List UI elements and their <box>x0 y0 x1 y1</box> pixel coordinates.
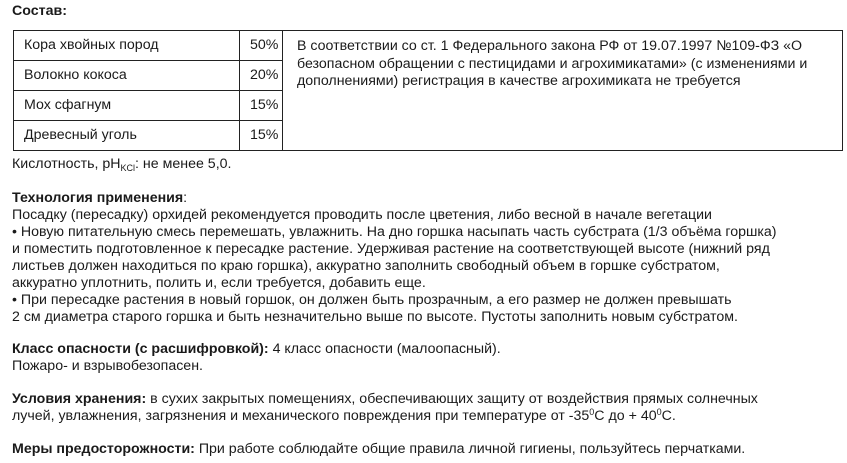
technology-line: • При пересадке растения в новый горшок, он должен быть прозрачным, а его размер не должен превышать <box>12 292 732 308</box>
storage-line <box>12 391 844 408</box>
hazard-title: Класс опасности (с расшифровкой): <box>12 341 269 357</box>
table-row <box>14 31 843 61</box>
acidity-label: Кислотность, pH <box>12 156 121 172</box>
ingredient-name: Кора хвойных пород <box>14 31 240 61</box>
storage-text: лучей, увлажнения, загрязнения и механического повреждения при температуре от -35 <box>12 408 590 424</box>
ingredient-name: Волокно кокоса <box>14 61 240 91</box>
hazard-line <box>12 341 844 358</box>
storage-text: С до + 40 <box>594 408 657 424</box>
technology-line: листьев должен находиться по краю горшка), аккуратно заполнить свободный объем в горшке субстратом, <box>12 258 720 274</box>
degree-mark: 0 <box>589 407 595 417</box>
technology-line: и поместить подготовленное к пересадке растение. Удерживая растение на соответствующей высоте (нижний ряд <box>12 241 770 257</box>
ingredient-percent: 50% <box>240 31 283 61</box>
storage-line <box>12 408 844 425</box>
acidity-value: : не менее 5,0. <box>135 156 232 172</box>
storage-title: Условия хранения: <box>12 391 147 407</box>
hazard-section <box>12 341 844 375</box>
hazard-value: 4 класс опасности (малоопасный). <box>268 341 501 357</box>
ingredient-percent: 15% <box>240 91 283 121</box>
ingredient-name: Древесный уголь <box>14 121 240 151</box>
acidity-subscript: KCl <box>120 163 136 173</box>
hazard-note: Пожаро- и взрывобезопасен. <box>12 358 203 374</box>
precautions-section <box>12 441 844 458</box>
composition-table <box>13 30 843 151</box>
technology-section <box>12 190 844 326</box>
legal-note: В соответствии со ст. 1 Федерального закона РФ от 19.07.1997 №109-ФЗ «О безопасном обращении с пестицидами и агрохимикатами» (с изменениями и дополнениями) регистрация в качестве агрохимиката не требуется <box>283 31 843 151</box>
storage-text: С. <box>661 408 676 424</box>
precautions-title: Меры предосторожности: <box>12 441 195 457</box>
technology-line: аккуратно уплотнить, полить и, если требуется, добавить еще. <box>12 275 426 291</box>
technology-title-line: Технология применения: <box>12 190 188 206</box>
acidity-line <box>12 156 844 173</box>
technology-title: Технология применения <box>12 190 184 206</box>
ingredient-percent: 15% <box>240 121 283 151</box>
storage-text: в сухих закрытых помещениях, обеспечивающих защиту от воздействия прямых солнечных <box>146 391 758 407</box>
precautions-text: При работе соблюдайте общие правила личной гигиены, пользуйтесь перчатками. <box>194 441 746 457</box>
precautions-line <box>12 441 844 458</box>
technology-line: • Новую питательную смесь перемешать, увлажнить. На дно горшка насыпать часть субстрата (1/3 объёма горшка) <box>12 224 777 240</box>
ingredient-name: Мох сфагнум <box>14 91 240 121</box>
ingredient-percent: 20% <box>240 61 283 91</box>
technology-line: Посадку (пересадку) орхидей рекомендуется проводить после цветения, либо весной в начале вегетации <box>12 207 712 223</box>
technology-line: 2 см диаметра старого горшка и быть незначительно выше по высоте. Пустоты заполнить новым субстратом. <box>12 309 738 325</box>
degree-mark: 0 <box>656 407 662 417</box>
composition-heading: Состав: <box>12 3 67 19</box>
storage-section <box>12 391 844 425</box>
